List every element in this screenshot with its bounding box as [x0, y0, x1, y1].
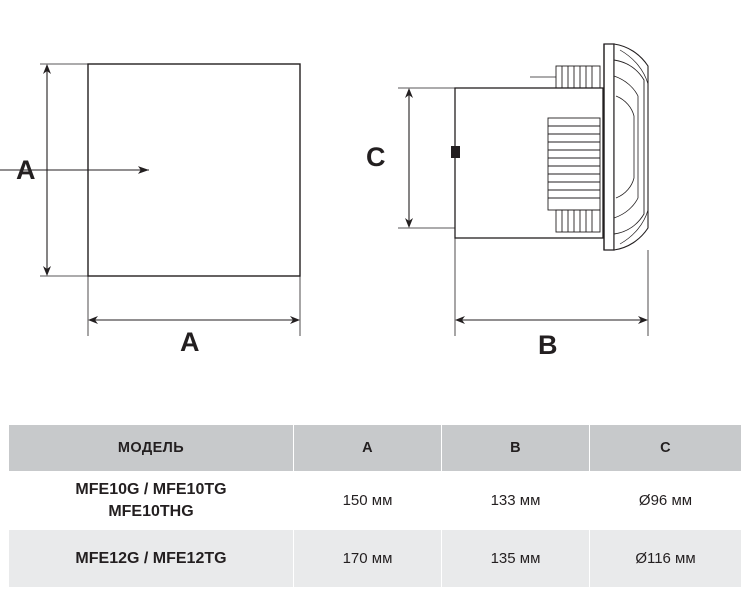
table-row — [9, 530, 742, 588]
side-view-drawing — [398, 44, 648, 336]
header-c: C — [590, 425, 742, 472]
cell-a: 150 мм — [294, 472, 442, 530]
table-header-row — [9, 425, 742, 472]
side-view-height-label: C — [366, 142, 386, 172]
cell-model — [9, 530, 294, 588]
front-view-width-label: A — [180, 327, 200, 357]
specifications-table — [8, 424, 742, 588]
table-body — [9, 472, 742, 588]
side-view-width-label: B — [538, 330, 558, 360]
model-line-primary: MFE12G / MFE12TG — [75, 549, 227, 567]
cell-model — [9, 472, 294, 530]
cell-b: 135 мм — [442, 530, 590, 588]
cell-b: 133 мм — [442, 472, 590, 530]
front-view-height-label: A — [16, 155, 36, 185]
header-b: B — [442, 425, 590, 472]
front-view-drawing — [0, 64, 300, 336]
header-model: МОДЕЛЬ — [9, 425, 294, 472]
cell-c: Ø96 мм — [590, 472, 742, 530]
model-line-secondary: MFE10THG — [108, 502, 194, 520]
cell-a: 170 мм — [294, 530, 442, 588]
cell-c: Ø116 мм — [590, 530, 742, 588]
model-line-primary: MFE10G / MFE10TG — [75, 480, 227, 498]
table-header — [9, 425, 742, 472]
header-a: A — [294, 425, 442, 472]
table-row — [9, 472, 742, 530]
